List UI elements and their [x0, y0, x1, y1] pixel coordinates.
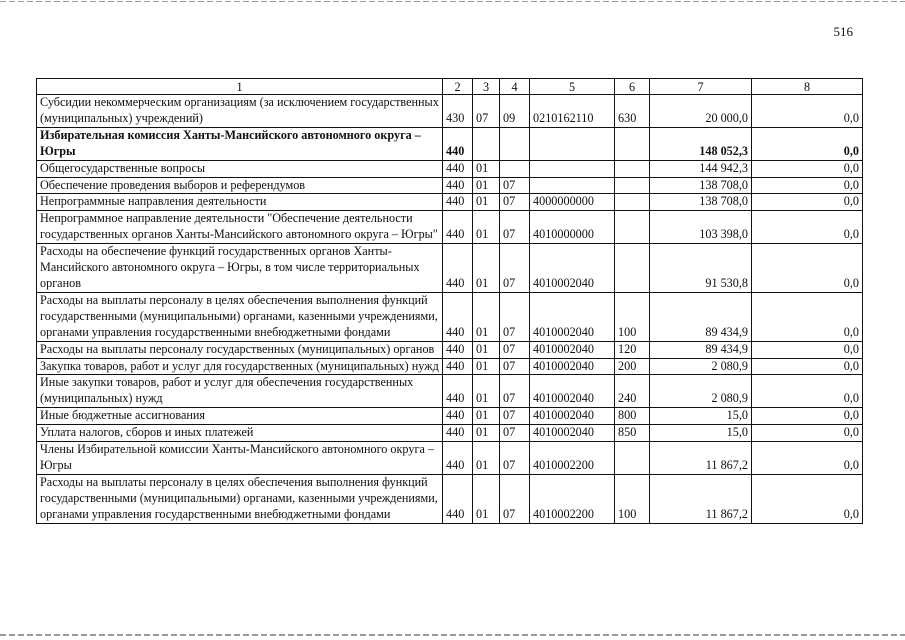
subsection-code-cell: 07	[500, 194, 530, 211]
target-article-cell: 4010002040	[530, 408, 615, 425]
expense-name-cell: Непрограммные направления деятельности	[37, 194, 443, 211]
expense-name-cell: Общегосударственные вопросы	[37, 160, 443, 177]
expense-name-cell: Субсидии некоммерческим организациям (за исключением государственных (муниципальных) учреждений)	[37, 95, 443, 128]
target-article-cell: 4010000000	[530, 211, 615, 244]
subsection-code-cell: 07	[500, 474, 530, 523]
amount-cell: 15,0	[650, 408, 752, 425]
header-cell-7: 7	[650, 79, 752, 95]
table-row	[37, 341, 863, 358]
expense-name-cell: Иные закупки товаров, работ и услуг для обеспечения государственных (муниципальных) нужд	[37, 375, 443, 408]
section-code-cell: 01	[473, 160, 500, 177]
expense-name-cell: Избирательная комиссия Ханты-Мансийского автономного округа – Югры	[37, 127, 443, 160]
target-article-cell: 4010002040	[530, 292, 615, 341]
target-article-cell: 4010002040	[530, 375, 615, 408]
table-row	[37, 211, 863, 244]
target-article-cell: 4010002200	[530, 474, 615, 523]
ministry-code-cell: 440	[443, 127, 473, 160]
amount-cell: 2 080,9	[650, 375, 752, 408]
expense-type-cell	[615, 244, 650, 293]
section-code-cell: 01	[473, 292, 500, 341]
page-number: 516	[833, 24, 853, 39]
subsection-code-cell: 07	[500, 442, 530, 475]
header-cell-8: 8	[752, 79, 863, 95]
target-article-cell: 4010002040	[530, 425, 615, 442]
expense-type-cell	[615, 160, 650, 177]
expense-name-cell: Члены Избирательной комиссии Ханты-Мансийского автономного округа – Югры	[37, 442, 443, 475]
amount-cell: 89 434,9	[650, 292, 752, 341]
target-article-cell: 4010002200	[530, 442, 615, 475]
table-row	[37, 194, 863, 211]
target-article-cell: 4010002040	[530, 341, 615, 358]
amount-extra-cell: 0,0	[752, 211, 863, 244]
subsection-code-cell	[500, 127, 530, 160]
expense-type-cell	[615, 177, 650, 194]
table-row	[37, 244, 863, 293]
section-code-cell: 01	[473, 425, 500, 442]
table-row	[37, 292, 863, 341]
section-code-cell: 01	[473, 442, 500, 475]
table-row	[37, 127, 863, 160]
subsection-code-cell: 07	[500, 244, 530, 293]
section-code-cell: 01	[473, 211, 500, 244]
header-cell-6: 6	[615, 79, 650, 95]
amount-cell: 144 942,3	[650, 160, 752, 177]
amount-extra-cell: 0,0	[752, 408, 863, 425]
ministry-code-cell: 440	[443, 408, 473, 425]
ministry-code-cell: 440	[443, 341, 473, 358]
amount-extra-cell: 0,0	[752, 292, 863, 341]
expense-name-cell: Расходы на выплаты персоналу в целях обеспечения выполнения функций государственными (муниципальными) органами, казенными учреждениями, органами управления государственными внебюджетными фондами	[37, 292, 443, 341]
amount-extra-cell: 0,0	[752, 95, 863, 128]
section-code-cell: 01	[473, 375, 500, 408]
amount-extra-cell: 0,0	[752, 127, 863, 160]
expense-type-cell: 200	[615, 358, 650, 375]
amount-extra-cell: 0,0	[752, 425, 863, 442]
header-cell-3: 3	[473, 79, 500, 95]
expense-name-cell: Расходы на выплаты персоналу государственных (муниципальных) органов	[37, 341, 443, 358]
table-row	[37, 375, 863, 408]
header-cell-4: 4	[500, 79, 530, 95]
amount-cell: 89 434,9	[650, 341, 752, 358]
expense-type-cell: 100	[615, 474, 650, 523]
amount-extra-cell: 0,0	[752, 375, 863, 408]
header-cell-2: 2	[443, 79, 473, 95]
table-body	[37, 95, 863, 524]
expense-name-cell: Непрограммное направление деятельности "Обеспечение деятельности государственных органов Ханты-Мансийского автономного округа – Югры"	[37, 211, 443, 244]
ministry-code-cell: 440	[443, 425, 473, 442]
ministry-code-cell: 440	[443, 177, 473, 194]
ministry-code-cell: 440	[443, 358, 473, 375]
expense-name-cell: Уплата налогов, сборов и иных платежей	[37, 425, 443, 442]
subsection-code-cell: 07	[500, 375, 530, 408]
subsection-code-cell: 07	[500, 408, 530, 425]
budget-table	[36, 78, 863, 524]
target-article-cell: 4010002040	[530, 244, 615, 293]
target-article-cell	[530, 177, 615, 194]
table-row	[37, 95, 863, 128]
section-code-cell: 01	[473, 408, 500, 425]
table-row	[37, 358, 863, 375]
expense-type-cell	[615, 194, 650, 211]
amount-cell: 138 708,0	[650, 194, 752, 211]
subsection-code-cell: 07	[500, 358, 530, 375]
header-cell-1: 1	[37, 79, 443, 95]
table-row	[37, 442, 863, 475]
table-row	[37, 425, 863, 442]
amount-cell: 15,0	[650, 425, 752, 442]
expense-type-cell	[615, 442, 650, 475]
section-code-cell	[473, 127, 500, 160]
amount-cell: 11 867,2	[650, 442, 752, 475]
section-code-cell: 01	[473, 474, 500, 523]
subsection-code-cell: 07	[500, 341, 530, 358]
section-code-cell: 01	[473, 341, 500, 358]
section-code-cell: 01	[473, 177, 500, 194]
expense-type-cell: 240	[615, 375, 650, 408]
table-row	[37, 160, 863, 177]
subsection-code-cell: 09	[500, 95, 530, 128]
section-code-cell: 01	[473, 194, 500, 211]
subsection-code-cell: 07	[500, 177, 530, 194]
ministry-code-cell: 440	[443, 474, 473, 523]
expense-name-cell: Иные бюджетные ассигнования	[37, 408, 443, 425]
expense-type-cell: 120	[615, 341, 650, 358]
amount-cell: 20 000,0	[650, 95, 752, 128]
expense-name-cell: Расходы на выплаты персоналу в целях обеспечения выполнения функций государственными (муниципальными) органами, казенными учреждениями, органами управления государственными внебюджетными фондами	[37, 474, 443, 523]
header-cell-5: 5	[530, 79, 615, 95]
scan-edge-top	[0, 1, 905, 2]
subsection-code-cell	[500, 160, 530, 177]
amount-extra-cell: 0,0	[752, 442, 863, 475]
ministry-code-cell: 430	[443, 95, 473, 128]
amount-cell: 11 867,2	[650, 474, 752, 523]
expense-name-cell: Расходы на обеспечение функций государственных органов Ханты-Мансийского автономного округа – Югры, в том числе территориальных органов	[37, 244, 443, 293]
amount-extra-cell: 0,0	[752, 244, 863, 293]
table-row	[37, 177, 863, 194]
subsection-code-cell: 07	[500, 211, 530, 244]
amount-extra-cell: 0,0	[752, 341, 863, 358]
subsection-code-cell: 07	[500, 292, 530, 341]
expense-type-cell: 850	[615, 425, 650, 442]
expense-name-cell: Закупка товаров, работ и услуг для государственных (муниципальных) нужд	[37, 358, 443, 375]
section-code-cell: 01	[473, 244, 500, 293]
amount-extra-cell: 0,0	[752, 358, 863, 375]
ministry-code-cell: 440	[443, 160, 473, 177]
amount-extra-cell: 0,0	[752, 177, 863, 194]
expense-type-cell: 800	[615, 408, 650, 425]
amount-extra-cell: 0,0	[752, 474, 863, 523]
target-article-cell: 4010002040	[530, 358, 615, 375]
amount-cell: 2 080,9	[650, 358, 752, 375]
amount-extra-cell: 0,0	[752, 160, 863, 177]
table-row	[37, 474, 863, 523]
ministry-code-cell: 440	[443, 194, 473, 211]
amount-cell: 103 398,0	[650, 211, 752, 244]
ministry-code-cell: 440	[443, 442, 473, 475]
amount-cell: 138 708,0	[650, 177, 752, 194]
target-article-cell: 0210162110	[530, 95, 615, 128]
expense-type-cell: 630	[615, 95, 650, 128]
amount-cell: 148 052,3	[650, 127, 752, 160]
ministry-code-cell: 440	[443, 244, 473, 293]
section-code-cell: 07	[473, 95, 500, 128]
section-code-cell: 01	[473, 358, 500, 375]
expense-type-cell: 100	[615, 292, 650, 341]
expense-name-cell: Обеспечение проведения выборов и референдумов	[37, 177, 443, 194]
subsection-code-cell: 07	[500, 425, 530, 442]
header-row	[37, 79, 863, 95]
expense-type-cell	[615, 211, 650, 244]
amount-extra-cell: 0,0	[752, 194, 863, 211]
amount-cell: 91 530,8	[650, 244, 752, 293]
ministry-code-cell: 440	[443, 292, 473, 341]
target-article-cell	[530, 127, 615, 160]
table-row	[37, 408, 863, 425]
expense-type-cell	[615, 127, 650, 160]
scan-edge-bottom	[0, 634, 905, 636]
target-article-cell: 4000000000	[530, 194, 615, 211]
ministry-code-cell: 440	[443, 211, 473, 244]
target-article-cell	[530, 160, 615, 177]
ministry-code-cell: 440	[443, 375, 473, 408]
